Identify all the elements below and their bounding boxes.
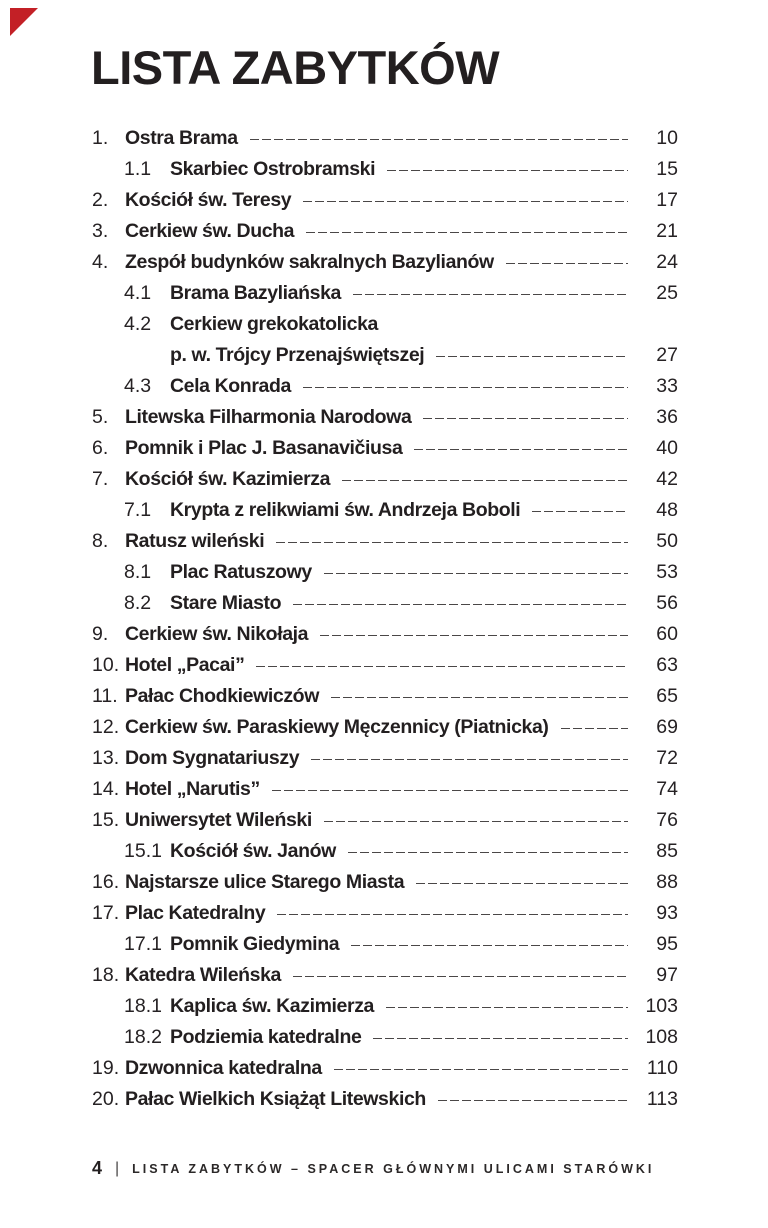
toc-entry-page: 103 <box>645 995 678 1017</box>
toc-entry-title: Kościół św. Teresy <box>125 189 292 211</box>
toc-entry-number: 4.2 <box>124 313 152 335</box>
toc-entry <box>92 185 678 216</box>
toc-entry-title: Kaplica św. Kazimierza <box>170 995 374 1017</box>
toc-leader-line <box>387 170 628 172</box>
toc-entry <box>92 588 678 619</box>
toc-entry-number: 14. <box>92 778 120 800</box>
toc-entry-title: Podziemia katedralne <box>170 1026 362 1048</box>
toc-leader-line <box>331 697 628 699</box>
toc-entry-page: 17 <box>656 189 678 211</box>
toc-entry <box>92 154 678 185</box>
toc-entry-number: 1.1 <box>124 158 152 180</box>
toc-leader-line <box>320 635 628 637</box>
toc-entry <box>92 309 678 340</box>
toc-entry <box>92 681 678 712</box>
toc-entry-number: 16. <box>92 871 120 893</box>
toc-entry-title: Dzwonnica katedralna <box>125 1057 322 1079</box>
toc-entry-title: Krypta z relikwiami św. Andrzeja Boboli <box>170 499 521 521</box>
toc-list <box>92 123 678 1115</box>
toc-entry-page: 56 <box>656 592 678 614</box>
toc-entry-page: 85 <box>656 840 678 862</box>
toc-entry-number: 7.1 <box>124 499 152 521</box>
toc-entry-title: p. w. Trójcy Przenajświętszej <box>170 344 425 366</box>
toc-entry <box>92 433 678 464</box>
toc-entry-page: 25 <box>656 282 678 304</box>
toc-leader-line <box>256 666 628 668</box>
toc-entry-title: Cerkiew grekokatolicka <box>170 313 378 335</box>
toc-entry-page: 63 <box>656 654 678 676</box>
toc-entry <box>92 712 678 743</box>
toc-leader-line <box>438 1100 628 1102</box>
toc-leader-line <box>293 604 628 606</box>
toc-leader-line <box>532 511 628 513</box>
toc-entry <box>92 557 678 588</box>
toc-entry-page: 108 <box>645 1026 678 1048</box>
toc-entry-page: 72 <box>656 747 678 769</box>
toc-entry-number: 4.3 <box>124 375 152 397</box>
toc-entry-number: 8.1 <box>124 561 152 583</box>
footer-running-title: LISTA ZABYTKÓW – SPACER GŁÓWNYMI ULICAMI STARÓWKI <box>132 1161 655 1176</box>
toc-entry-number: 12. <box>92 716 120 738</box>
toc-entry-page: 33 <box>656 375 678 397</box>
toc-entry-number: 3. <box>92 220 109 242</box>
toc-entry-page: 97 <box>656 964 678 986</box>
toc-entry-number: 9. <box>92 623 109 645</box>
toc-entry-number: 17.1 <box>124 933 162 955</box>
toc-entry <box>92 836 678 867</box>
toc-entry-page: 110 <box>646 1057 678 1079</box>
toc-entry-page: 42 <box>656 468 678 490</box>
toc-leader-line <box>324 821 628 823</box>
toc-entry-title: Ostra Brama <box>125 127 238 149</box>
footer-separator: | <box>115 1159 120 1177</box>
toc-entry <box>92 743 678 774</box>
toc-entry <box>92 1022 678 1053</box>
toc-leader-line <box>414 449 628 451</box>
toc-entry <box>92 216 678 247</box>
toc-entry-title: Litewska Filharmonia Narodowa <box>125 406 412 428</box>
toc-entry-title: Pomnik i Plac J. Basanavičiusa <box>125 437 403 459</box>
toc-entry-page: 27 <box>656 344 678 366</box>
toc-entry-title: Cerkiew św. Nikołaja <box>125 623 309 645</box>
toc-entry-number: 15. <box>92 809 120 831</box>
toc-entry-title: Skarbiec Ostrobramski <box>170 158 376 180</box>
toc-entry <box>92 1053 678 1084</box>
toc-leader-line <box>373 1038 628 1040</box>
toc-entry <box>92 464 678 495</box>
toc-entry-page: 74 <box>656 778 678 800</box>
toc-entry-title: Pałac Chodkiewiczów <box>125 685 319 707</box>
toc-entry-number: 7. <box>92 468 109 490</box>
toc-entry-page: 48 <box>656 499 678 521</box>
toc-entry-number: 4. <box>92 251 109 273</box>
toc-entry-number: 15.1 <box>124 840 162 862</box>
toc-entry-page: 76 <box>656 809 678 831</box>
toc-entry-title: Hotel „Narutis” <box>125 778 260 800</box>
toc-leader-line <box>348 852 628 854</box>
toc-leader-line <box>334 1069 628 1071</box>
toc-entry-page: 36 <box>656 406 678 428</box>
toc-entry-page: 24 <box>656 251 678 273</box>
toc-entry <box>92 371 678 402</box>
toc-entry-title: Najstarsze ulice Starego Miasta <box>125 871 405 893</box>
corner-accent-triangle-icon <box>10 8 38 36</box>
toc-entry-title: Kościół św. Kazimierza <box>125 468 331 490</box>
toc-entry-title: Stare Miasto <box>170 592 282 614</box>
toc-entry <box>92 960 678 991</box>
toc-entry-title: Ratusz wileński <box>125 530 265 552</box>
toc-entry <box>92 495 678 526</box>
toc-entry-number: 8. <box>92 530 109 552</box>
toc-leader-line <box>306 232 628 234</box>
toc-entry <box>92 1084 678 1115</box>
toc-entry-title: Cela Konrada <box>170 375 291 397</box>
toc-leader-line <box>423 418 628 420</box>
toc-entry-number: 19. <box>92 1057 120 1079</box>
toc-entry-title: Hotel „Pacai” <box>125 654 245 676</box>
toc-entry <box>92 774 678 805</box>
toc-leader-line <box>416 883 628 885</box>
toc-entry <box>92 867 678 898</box>
toc-entry <box>92 340 678 371</box>
toc-entry-number: 4.1 <box>124 282 152 304</box>
toc-entry-page: 88 <box>656 871 678 893</box>
toc-entry <box>92 929 678 960</box>
toc-entry-page: 69 <box>656 716 678 738</box>
toc-entry-title: Dom Sygnatariuszy <box>125 747 300 769</box>
toc-leader-line <box>436 356 628 358</box>
toc-entry-page: 10 <box>656 127 678 149</box>
toc-leader-line <box>353 294 628 296</box>
toc-leader-line <box>342 480 628 482</box>
toc-leader-line <box>250 139 628 141</box>
toc-entry <box>92 805 678 836</box>
toc-entry-page: 113 <box>646 1088 678 1110</box>
toc-entry <box>92 402 678 433</box>
toc-entry-title: Plac Ratuszowy <box>170 561 312 583</box>
toc-entry-page: 21 <box>656 220 678 242</box>
toc-leader-line <box>351 945 628 947</box>
toc-leader-line <box>277 914 628 916</box>
toc-leader-line <box>276 542 628 544</box>
toc-entry <box>92 526 678 557</box>
toc-entry <box>92 619 678 650</box>
toc-entry-title: Cerkiew św. Ducha <box>125 220 295 242</box>
page-title: LISTA ZABYTKÓW <box>91 41 500 94</box>
toc-entry <box>92 247 678 278</box>
toc-entry-number: 10. <box>92 654 120 676</box>
toc-entry <box>92 898 678 929</box>
toc-entry-title: Pomnik Giedymina <box>170 933 340 955</box>
toc-entry-title: Zespół budynków sakralnych Bazylianów <box>125 251 494 273</box>
toc-leader-line <box>272 790 628 792</box>
toc-leader-line <box>311 759 628 761</box>
toc-entry-page: 95 <box>656 933 678 955</box>
toc-entry-title: Kościół św. Janów <box>170 840 336 862</box>
toc-leader-line <box>386 1007 628 1009</box>
page-footer <box>92 1158 654 1179</box>
toc-leader-line <box>303 387 628 389</box>
toc-entry-title: Katedra Wileńska <box>125 964 281 986</box>
toc-entry-page: 15 <box>656 158 678 180</box>
toc-entry-number: 1. <box>92 127 109 149</box>
toc-entry-number: 5. <box>92 406 109 428</box>
toc-entry <box>92 278 678 309</box>
toc-entry-number: 17. <box>92 902 120 924</box>
toc-entry-page: 40 <box>656 437 678 459</box>
toc-leader-line <box>293 976 628 978</box>
toc-entry-number: 18.2 <box>124 1026 162 1048</box>
toc-leader-line <box>324 573 628 575</box>
toc-leader-line <box>561 728 629 730</box>
toc-entry-title: Plac Katedralny <box>125 902 266 924</box>
toc-entry <box>92 123 678 154</box>
toc-entry-title: Uniwersytet Wileński <box>125 809 312 831</box>
footer-page-number: 4 <box>92 1158 103 1178</box>
toc-entry-number: 18. <box>92 964 120 986</box>
toc-entry-title: Cerkiew św. Paraskiewy Męczennicy (Piatnicka) <box>125 716 549 738</box>
toc-entry-page: 65 <box>656 685 678 707</box>
toc-entry-page: 50 <box>656 530 678 552</box>
toc-entry-number: 20. <box>92 1088 120 1110</box>
toc-entry-number: 11. <box>92 685 118 707</box>
toc-leader-line <box>303 201 628 203</box>
toc-entry <box>92 991 678 1022</box>
toc-entry-page: 60 <box>656 623 678 645</box>
toc-entry-number: 6. <box>92 437 109 459</box>
toc-entry-number: 2. <box>92 189 109 211</box>
toc-entry <box>92 650 678 681</box>
toc-entry-title: Brama Bazyliańska <box>170 282 341 304</box>
toc-entry-title: Pałac Wielkich Książąt Litewskich <box>125 1088 426 1110</box>
toc-entry-number: 8.2 <box>124 592 152 614</box>
toc-entry-page: 53 <box>656 561 678 583</box>
toc-entry-number: 18.1 <box>124 995 162 1017</box>
toc-entry-number: 13. <box>92 747 120 769</box>
toc-entry-page: 93 <box>656 902 678 924</box>
toc-leader-line <box>506 263 628 265</box>
